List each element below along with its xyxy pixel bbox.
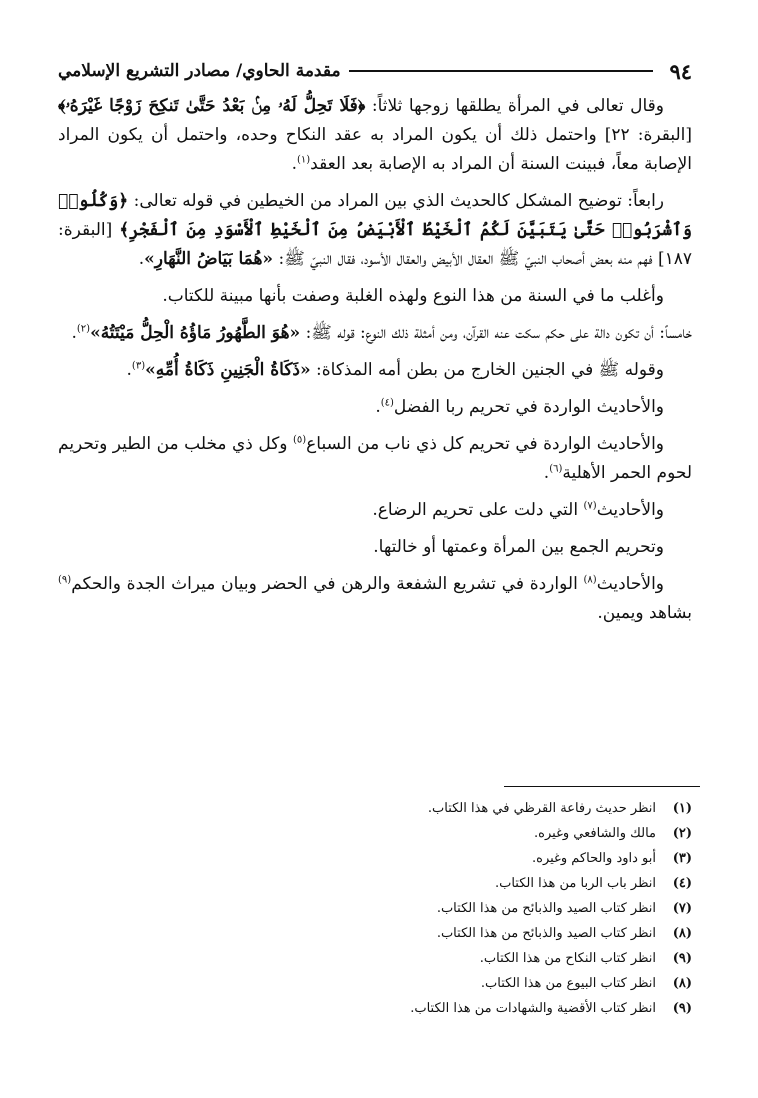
footnote-ref: (٥) [292,434,307,446]
header-rule [349,70,654,72]
footnote-number: (١) [672,801,692,816]
footnotes [58,796,692,1021]
paragraph [58,533,692,562]
running-header [58,56,692,86]
footnote [58,821,692,846]
paragraph-text: رابعاً: توضيح المشكل كالحديث الذي بين المراد من الخيطين في قوله تعالى: [128,191,664,211]
running-title: مقدمة الحاوي/ مصادر التشريع الإسلامي [58,61,341,81]
paragraph-text: . [375,397,381,417]
footnote [58,846,692,871]
footnote [58,946,692,971]
paragraph [58,570,692,628]
paragraph [58,282,692,311]
paragraph-text: [البقرة: ٢٢] واحتمل ذلك أن يكون المراد به عقد النكاح وحده، واحتمل أن يكون المراد الإصابة معاً، فبينت السنة أن المراد به الإصابة بعد العقد [58,125,692,174]
footnote [58,996,692,1021]
footnote-separator [504,786,700,787]
paragraph-text: وكل ذي مخلب من الطير وتحريم لحوم الحمر الأهلية [58,434,692,483]
footnote-ref: (٤) [380,397,394,409]
quotation: «هُمَا بَيَاضُ النَّهَارِ» [144,249,274,269]
footnote-ref: (٦) [549,463,563,475]
footnote-text: مالك والشافعي وغيره. [534,826,656,841]
quotation: ﴿وَكُلُوا۟ وَٱشْرَبُوا۟ حَتَّىٰ يَتَبَيَّنَ لَكُمُ ٱلْخَيْطُ ٱلْأَبْيَضُ مِنَ ٱلْخَيْطِ ٱلْأَسْوَدِ مِنَ ٱلْفَجْرِ﴾ [58,191,693,240]
paragraph-text: التي دلت على تحريم الرضاع. [372,500,584,520]
paragraph-text: . [126,360,132,380]
paragraph-text: . [138,249,145,269]
paragraph-text: وأغلب ما في السنة من هذا النوع ولهذه الغلبة وصفت بأنها مبينة للكتاب. [162,286,664,306]
footnote-number: (٩) [672,1001,692,1016]
footnote-number: (٨) [672,976,692,991]
quotation: «ذَكَاةُ الْجَنِينِ ذَكَاةُ أُمِّهِ» [145,360,311,380]
main-text [58,92,692,636]
footnote-text: انظر كتاب الصيد والذبائح من هذا الكتاب. [436,926,656,941]
paragraph [58,430,692,488]
footnote [58,796,692,821]
footnote-text: أبو داود والحاكم وغيره. [532,851,656,866]
paragraph-text: وقال تعالى في المرأة يطلقها زوجها ثلاثاً: [365,96,665,116]
paragraph [58,187,692,274]
paragraph-text: . [291,154,297,174]
footnote-ref: (٣) [131,360,146,372]
footnote-text: انظر كتاب الأقضية والشهادات من هذا الكتاب. [410,1001,656,1016]
footnote [58,921,692,946]
paragraph-text: بشاهد ويمين. [597,603,692,623]
footnote-ref: (١) [296,154,311,166]
footnote [58,971,692,996]
footnote-text: انظر كتاب النكاح من هذا الكتاب. [479,951,656,966]
footnote-number: (٧) [672,901,692,916]
paragraph-text: والأحاديث [596,500,664,520]
footnote [58,871,692,896]
paragraph-text: والأحاديث [596,574,664,594]
paragraph [58,356,692,385]
footnote-text: انظر باب الربا من هذا الكتاب. [494,876,656,891]
paragraph [58,496,692,525]
paragraph-text: الواردة في تشريع الشفعة والرهن في الحضر وبيان ميراث الجدة والحكم [71,574,584,594]
paragraph-text: والأحاديث الواردة في تحريم ربا الفضل [393,397,664,417]
footnote-number: (٢) [672,826,692,841]
footnote-number: (٤) [672,876,692,891]
quotation: «هُوَ الطَّهُورُ مَاؤُهُ الْحِلُّ مَيْتَتُهُ» [90,323,301,343]
footnote-text: انظر كتاب الصيد والذبائح من هذا الكتاب. [436,901,656,916]
paragraph [58,319,692,348]
footnote-ref: (٢) [76,323,91,335]
footnote-ref: (٨) [583,574,597,586]
paragraph [58,92,692,179]
footnote-ref: (٩) [58,574,72,586]
footnote-number: (٣) [672,851,692,866]
footnote-number: (٨) [672,926,692,941]
paragraph [58,393,692,422]
footnote-number: (٩) [672,951,692,966]
paragraph-text: . [543,463,550,483]
quotation: ﴿فَلَا تَحِلُّ لَهُۥ مِنۢ بَعْدُ حَتَّىٰ تَنكِحَ زَوْجًا غَيْرَهُۥ﴾ [58,96,366,116]
paragraph-text: . [71,323,77,343]
footnote-text: انظر حديث رفاعة القرظي في هذا الكتاب. [427,801,656,816]
footnote [58,896,692,921]
paragraph-text: خامساً: أن تكون دالة على حكم سكت عنه القرآن، ومن أمثلة ذلك النوع: قوله ﷺ: [300,323,692,343]
paragraph-text: [البقرة: ١٨٧] فهم منه بعض أصحاب النبيّ ﷺ العقال الأبيض والعقال الأسود، فقال النبيّ ﷺ: [58,220,692,269]
paragraph-text: والأحاديث الواردة في تحريم كل ذي ناب من السباع [306,434,665,454]
footnote-text: انظر كتاب البيوع من هذا الكتاب. [480,976,656,991]
page-number: ٩٤ [669,58,692,84]
paragraph-text: وقوله ﷺ في الجنين الخارج من بطن أمه المذكاة: [310,360,664,380]
footnote-ref: (٧) [583,500,597,512]
paragraph-text: وتحريم الجمع بين المرأة وعمتها أو خالتها. [373,537,664,557]
